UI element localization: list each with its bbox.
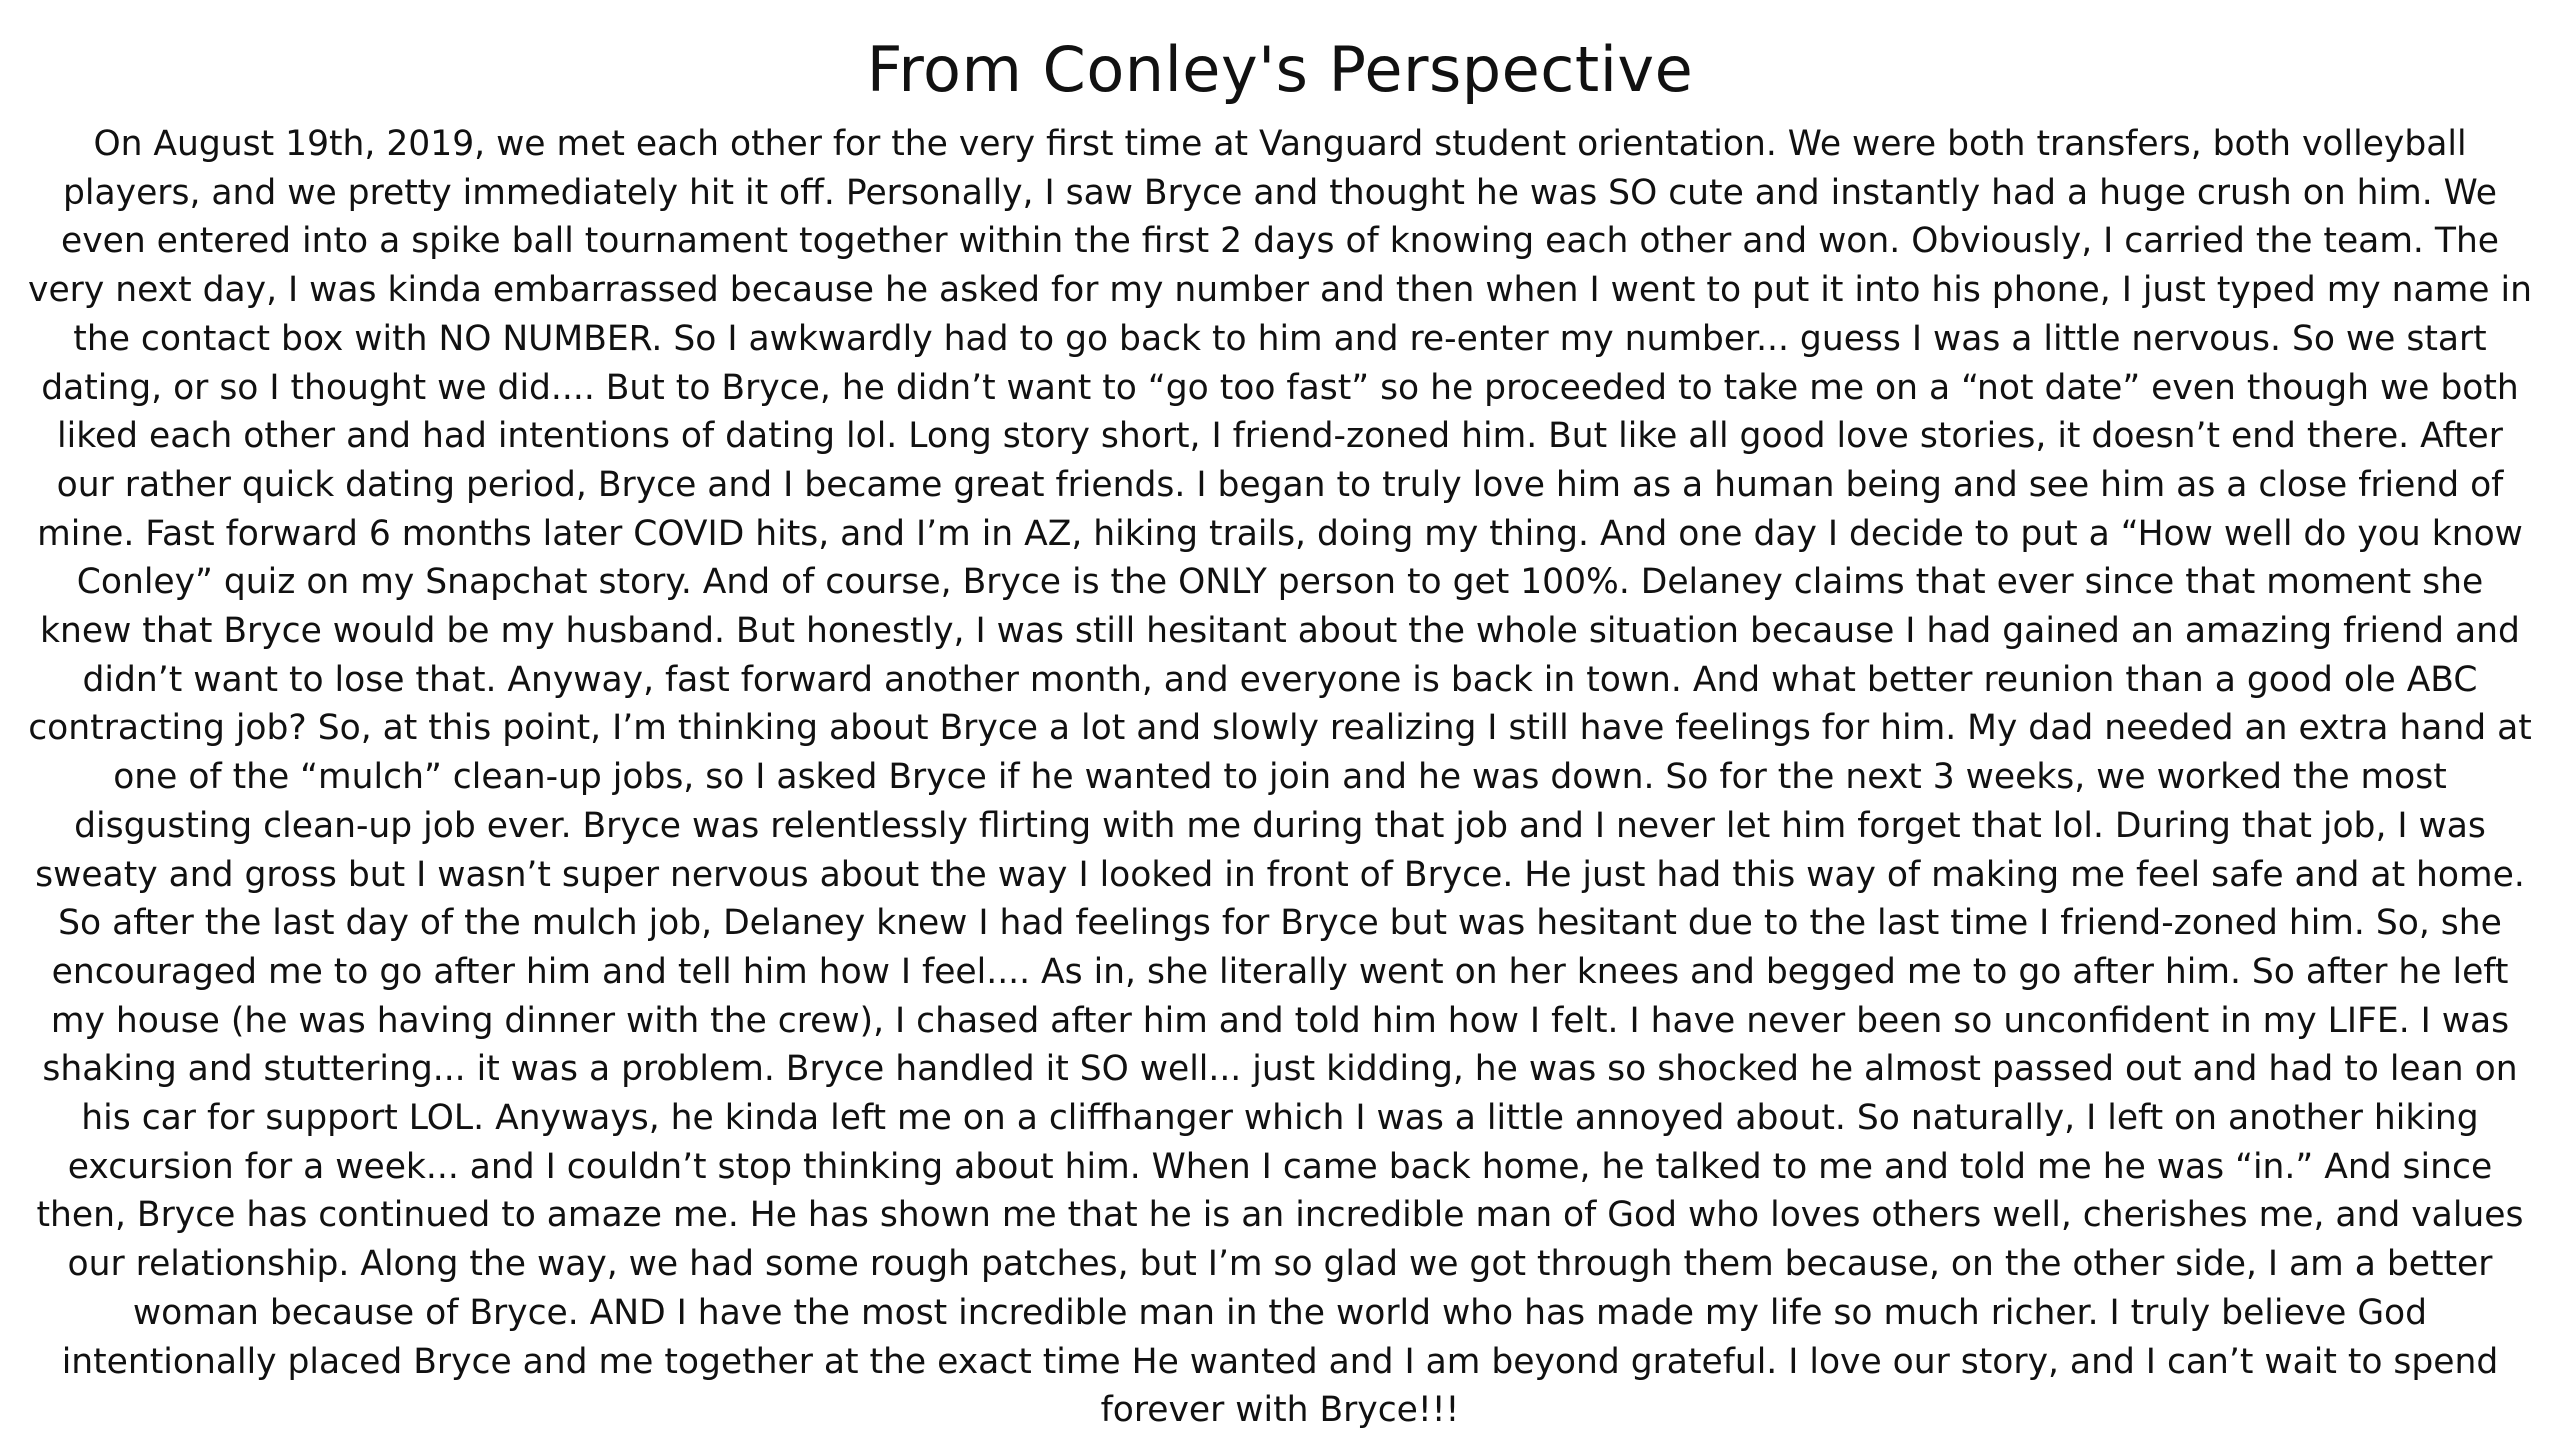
page-title: From Conley's Perspective bbox=[866, 33, 1694, 106]
story-paragraph: On August 19th, 2019, we met each other for the very first time at Vanguard student orientation. We were both transfers, both volleyball players, and we pretty immediately hit it off. Personally, I saw Bryce and thought he was SO cute and instantly had a huge crush on him. We even entered into a spike ball tournament together within the first 2 days of knowing each other and won. Obviously, I carried the team. The very next day, I was kinda embarrassed because he asked for my number and then when I went to put it into his phone, I just typed my name in the contact box with NO NUMBER. So I awkwardly had to go back to him and re-enter my number... guess I was a little nervous. So we start dating, or so I thought we did.... But to Bryce, he didn’t want to “go too fast” so he proceeded to take me on a “not date” even though we both liked each other and had intentions of dating lol. Long story short, I friend-zoned him. But like all good love stories, it doesn’t end there. After our rather quick dating period, Bryce and I became great friends. I began to truly love him as a human being and see him as a close friend of mine. Fast forward 6 months later COVID hits, and I’m in AZ, hiking trails, doing my thing. And one day I decide to put a “How well do you know Conley” quiz on my Snapchat story. And of course, Bryce is the ONLY person to get 100%. Delaney claims that ever since that moment she knew that Bryce would be my husband. But honestly, I was still hesitant about the whole situation because I had gained an amazing friend and didn’t want to lose that. Anyway, fast forward another month, and everyone is back in town. And what better reunion than a good ole ABC contracting job? So, at this point, I’m thinking about Bryce a lot and slowly realizing I still have feelings for him. My dad needed an extra hand at one of the “mulch” clean-up jobs, so I asked Bryce if he wanted to join and he was down. So for the next 3 weeks, we worked the most disgusting clean-up job ever. Bryce was relentlessly flirting with me during that job and I never let him forget that lol. During that job, I was sweaty and gross but I wasn’t super nervous about the way I looked in front of Bryce. He just had this way of making me feel safe and at home. So after the last day of the mulch job, Delaney knew I had feelings for Bryce but was hesitant due to the last time I friend-zoned him. So, she encouraged me to go after him and tell him how I feel.... As in, she literally went on her knees and begged me to go after him. So after he left my house (he was having dinner with the crew), I chased after him and told him how I felt. I have never been so unconfident in my LIFE. I was shaking and stuttering... it was a problem. Bryce handled it SO well... just kidding, he was so shocked he almost passed out and had to lean on his car for support LOL. Anyways, he kinda left me on a cliffhanger which I was a little annoyed about. So naturally, I left on another hiking excursion for a week... and I couldn’t stop thinking about him. When I came back home, he talked to me and told me he was “in.” And since then, Bryce has continued to amaze me. He has shown me that he is an incredible man of God who loves others well, cherishes me, and values our relationship. Along the way, we had some rough patches, but I’m so glad we got through them because, on the other side, I am a better woman because of Bryce. AND I have the most incredible man in the world who has made my life so much richer. I truly believe God intentionally placed Bryce and me together at the exact time He wanted and I am beyond grateful. I love our story, and I can’t wait to spend forever with Bryce!!! bbox=[28, 124, 2532, 1431]
